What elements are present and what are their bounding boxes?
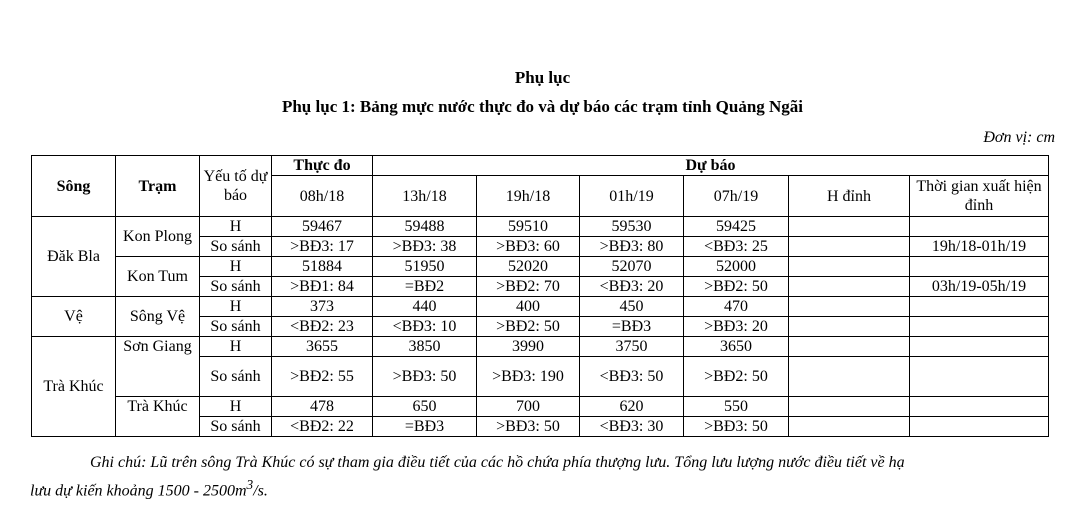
table-cell: 620 [580, 397, 684, 417]
header-thoi-gian: Thời gian xuất hiện đỉnh [910, 176, 1049, 217]
table-cell: 59425 [684, 217, 789, 237]
station-son-giang: Sơn Giang [116, 337, 200, 397]
table-cell [789, 237, 910, 257]
table-cell: 550 [684, 397, 789, 417]
table-cell: 478 [272, 397, 373, 417]
label-h: H [200, 217, 272, 237]
table-cell: 400 [477, 297, 580, 317]
station-tra-khuc: Trà Khúc [116, 397, 200, 437]
table-cell [789, 257, 910, 277]
label-so-sanh: So sánh [200, 237, 272, 257]
table-cell [789, 277, 910, 297]
station-kon-tum: Kon Tum [116, 257, 200, 297]
label-h: H [200, 337, 272, 357]
footnote-superscript: 3 [246, 477, 254, 492]
table-cell: 373 [272, 297, 373, 317]
table-cell: <BĐ3: 25 [684, 237, 789, 257]
table-cell: 440 [373, 297, 477, 317]
table-cell: >BĐ2: 50 [684, 277, 789, 297]
header-tram: Trạm [116, 156, 200, 217]
river-dak-bla: Đăk Bla [32, 217, 116, 297]
table-cell: =BĐ3 [580, 317, 684, 337]
table-cell: 470 [684, 297, 789, 317]
table-cell: >BĐ1: 84 [272, 277, 373, 297]
table-cell: 650 [373, 397, 477, 417]
footnote-line-2-end: /s. [253, 482, 268, 500]
table-cell: 59467 [272, 217, 373, 237]
table-cell [789, 217, 910, 237]
table-cell: <BĐ3: 20 [580, 277, 684, 297]
table-cell: 52000 [684, 257, 789, 277]
table-cell: 52070 [580, 257, 684, 277]
footnote-line-2-text: lưu dự kiến khoảng 1500 - 2500m [30, 482, 247, 500]
footnote-line-2 [30, 474, 1058, 502]
water-level-table [31, 155, 1049, 437]
table-cell: 3655 [272, 337, 373, 357]
footnote [30, 452, 1058, 502]
footnote-line-1: Ghi chú: Lũ trên sông Trà Khúc có sự tham gia điều tiết của các hồ chứa phía thượng lưu. Tổng lưu lượng nước điều tiết về hạ [90, 454, 905, 471]
appendix-subtitle: Phụ lục 1: Bảng mực nước thực đo và dự báo các trạm tỉnh Quảng Ngãi [281, 97, 804, 116]
table-cell: >BĐ3: 50 [373, 357, 477, 397]
header-thuc-do: Thực đo [272, 156, 373, 176]
table-cell: >BĐ3: 50 [477, 417, 580, 437]
table-cell: 59510 [477, 217, 580, 237]
river-tra-khuc: Trà Khúc [32, 337, 116, 437]
table-cell: >BĐ3: 60 [477, 237, 580, 257]
station-song-ve: Sông Vệ [116, 297, 200, 337]
label-h: H [200, 297, 272, 317]
table-cell [789, 417, 910, 437]
table-cell [789, 297, 910, 317]
table-cell: >BĐ2: 50 [684, 357, 789, 397]
river-ve: Vệ [32, 297, 116, 337]
table-cell: 51884 [272, 257, 373, 277]
table-cell [789, 357, 910, 397]
header-time-4: 01h/19 [580, 176, 684, 217]
table-cell: 3850 [373, 337, 477, 357]
table-cell: =BĐ3 [373, 417, 477, 437]
header-du-bao: Dự báo [373, 156, 1049, 176]
table-cell: >BĐ3: 50 [684, 417, 789, 437]
table-cell [789, 317, 910, 337]
table-cell: 3750 [580, 337, 684, 357]
table-cell: 3990 [477, 337, 580, 357]
header-song: Sông [32, 156, 116, 217]
header-time-3: 19h/18 [477, 176, 580, 217]
table-cell [910, 257, 1049, 277]
header-time-2: 13h/18 [373, 176, 477, 217]
unit-label: Đơn vị: cm [983, 129, 1055, 146]
table-cell: >BĐ3: 17 [272, 237, 373, 257]
table-cell: >BĐ3: 190 [477, 357, 580, 397]
table-cell [789, 337, 910, 357]
table-cell [910, 357, 1049, 397]
table-cell: >BĐ3: 20 [684, 317, 789, 337]
label-so-sanh: So sánh [200, 277, 272, 297]
table-cell [910, 337, 1049, 357]
header-h-dinh: H đỉnh [789, 176, 910, 217]
table-cell: 450 [580, 297, 684, 317]
table-cell: 52020 [477, 257, 580, 277]
table-cell [910, 217, 1049, 237]
table-cell: >BĐ3: 38 [373, 237, 477, 257]
label-so-sanh: So sánh [200, 317, 272, 337]
appendix-title: Phụ lục [514, 68, 571, 87]
label-h: H [200, 257, 272, 277]
table-cell: <BĐ2: 22 [272, 417, 373, 437]
table-cell [789, 397, 910, 417]
table-cell: 700 [477, 397, 580, 417]
table-cell: >BĐ2: 50 [477, 317, 580, 337]
table-cell [910, 317, 1049, 337]
header-time-1: 08h/18 [272, 176, 373, 217]
table-cell: <BĐ3: 10 [373, 317, 477, 337]
label-so-sanh: So sánh [200, 417, 272, 437]
table-cell: 59488 [373, 217, 477, 237]
table-cell: <BĐ3: 50 [580, 357, 684, 397]
station-kon-plong: Kon Plong [116, 217, 200, 257]
label-so-sanh: So sánh [200, 357, 272, 397]
table-cell: >BĐ2: 55 [272, 357, 373, 397]
table-cell: 51950 [373, 257, 477, 277]
table-cell: 19h/18-01h/19 [910, 237, 1049, 257]
header-time-5: 07h/19 [684, 176, 789, 217]
table-cell [910, 397, 1049, 417]
table-cell: 59530 [580, 217, 684, 237]
table-cell: >BĐ3: 80 [580, 237, 684, 257]
table-cell: <BĐ2: 23 [272, 317, 373, 337]
header-yeu-to: Yếu tố dự báo [200, 156, 272, 217]
label-h: H [200, 397, 272, 417]
table-cell: <BĐ3: 30 [580, 417, 684, 437]
table-cell [910, 417, 1049, 437]
table-cell: 03h/19-05h/19 [910, 277, 1049, 297]
table-cell: >BĐ2: 70 [477, 277, 580, 297]
table-cell: =BĐ2 [373, 277, 477, 297]
table-cell [910, 297, 1049, 317]
table-cell: 3650 [684, 337, 789, 357]
